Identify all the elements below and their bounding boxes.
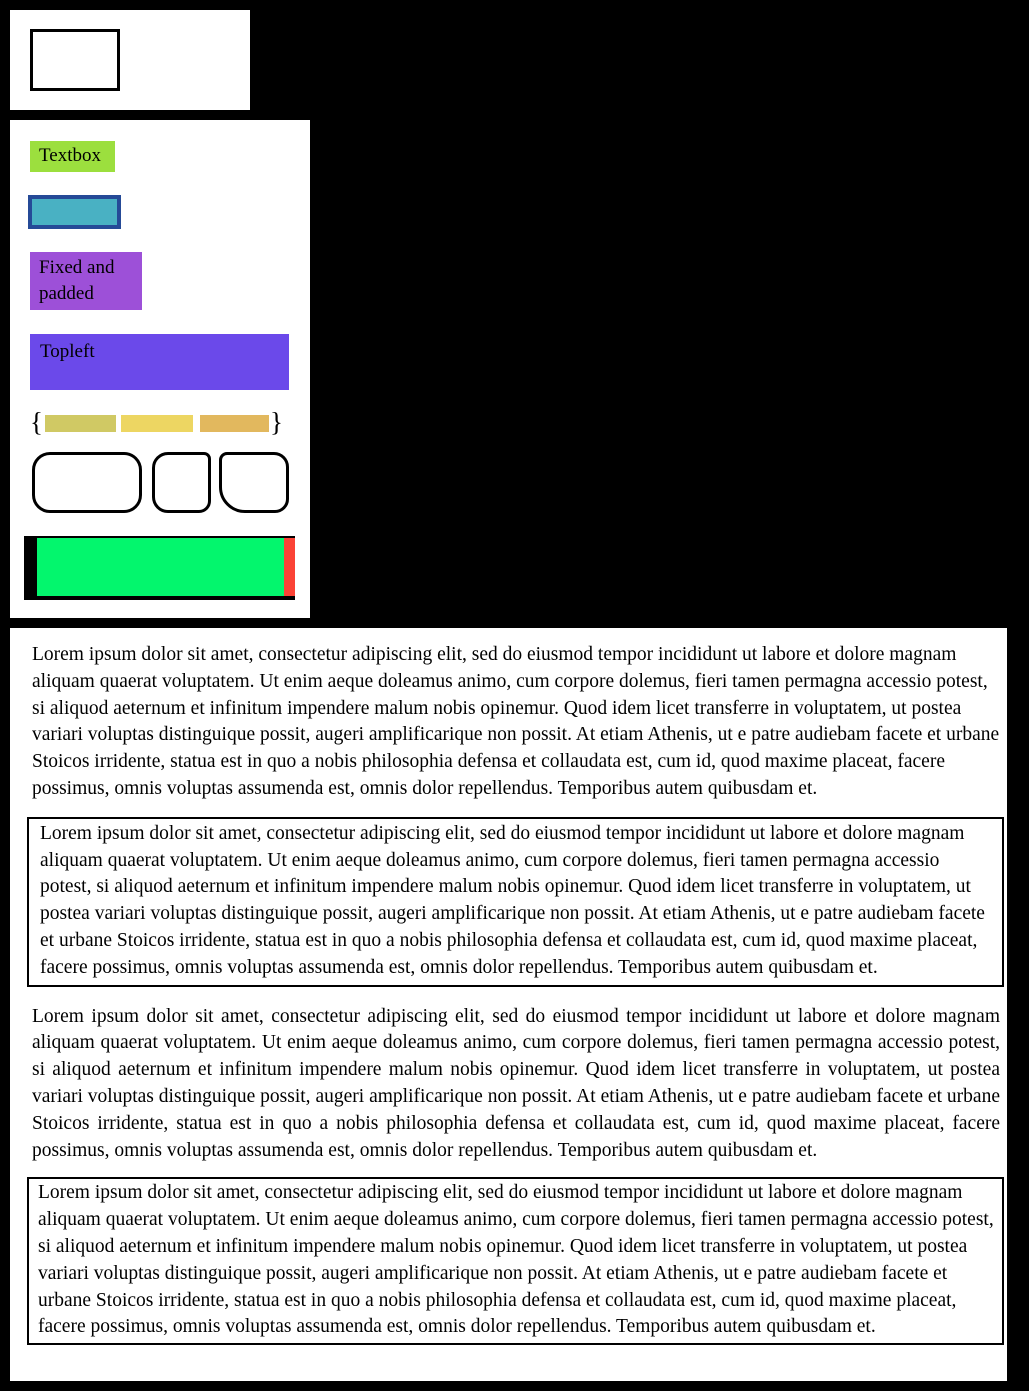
rounded-rect-small [152, 452, 211, 513]
rounded-rect-mixed-corners [219, 452, 289, 513]
paragraph-justified: Lorem ipsum dolor sit amet, consectetur adipiscing elit, sed do eiusmod tempor incididunt ut labore et dolore magnam aliquam quaerat voluptatem. Ut enim aeque doleamus animo, cum corpore dolemus, fieri tamen permagna accessio potest, si aliquod aeternum et infinitum impendere malum nobis opinemur. Quod idem licet transferre in voluptatem, ut postea variari voluptas distinguique possit, augeri amplificarique non possit. At etiam Athenis, ut e patre audiebam facete et urbane Stoicos irridente, statua est in quo a nobis philosophia defensa et collaudata est, cum id, quod maxime placeat, facere possimus, omnis voluptas assumenda est, omnis dolor repellendus. Temporibus autem quibusdam et. [32, 1005, 1000, 1161]
textbox-widget: Textbox [30, 141, 115, 172]
meter-bar [24, 536, 295, 600]
paragraph-framed-1: Lorem ipsum dolor sit amet, consectetur adipiscing elit, sed do eiusmod tempor incididunt ut labore et dolore magnam aliquam quaerat voluptatem. Ut enim aeque doleamus animo, cum corpore dolemus, fieri tamen permagna accessio potest, si aliquod aeternum et infinitum impendere malum nobis opinemur. Quod idem licet transferre in voluptatem, ut postea variari voluptas distinguique possit, augeri amplificarique non possit. At etiam Athenis, ut e patre audiebam facete et urbane Stoicos irridente, statua est in quo a nobis philosophia defensa et collaudata est, cum id, quod maxime placeat, facere possimus, omnis voluptas assumenda est, omnis dolor repellendus. Temporibus autem quibusdam et. [27, 817, 1004, 987]
brace-bar-row [30, 408, 282, 438]
inline-bar-olive [45, 415, 116, 432]
document-panel [10, 628, 1007, 1381]
outlined-box [30, 29, 120, 91]
topleft-box: Topleft [30, 334, 289, 390]
meter-fill [37, 538, 284, 596]
paragraph-framed-2: Lorem ipsum dolor sit amet, consectetur adipiscing elit, sed do eiusmod tempor incididunt ut labore et dolore magnam aliquam quaerat voluptatem. Ut enim aeque doleamus animo, cum corpore dolemus, fieri tamen permagna accessio potest, si aliquod aeternum et infinitum impendere malum nobis opinemur. Quod idem licet transferre in voluptatem, ut postea variari voluptas distinguique possit, augeri amplificarique non possit. At etiam Athenis, ut e patre audiebam facete et urbane Stoicos irridente, statua est in quo a nobis philosophia defensa et collaudata est, cum id, quod maxime placeat, facere possimus, omnis voluptas assumenda est, omnis dolor repellendus. Temporibus autem quibusdam et. [27, 1177, 1004, 1345]
inline-bar-gold [200, 415, 269, 432]
inline-bar-yellow [121, 415, 193, 432]
open-brace: { [30, 407, 43, 437]
widget-panel [10, 120, 310, 618]
close-brace: } [269, 407, 283, 437]
teal-filled-box [28, 195, 121, 229]
paragraph-plain-left: Lorem ipsum dolor sit amet, consectetur adipiscing elit, sed do eiusmod tempor incididunt ut labore et dolore magnam aliquam quaerat voluptatem. Ut enim aeque doleamus animo, cum corpore dolemus, fieri tamen permagna accessio potest, si aliquod aeternum et infinitum impendere malum nobis opinemur. Quod idem licet transferre in voluptatem, ut postea variari voluptas distinguique possit, augeri amplificarique non possit. At etiam Athenis, ut e patre audiebam facete et urbane Stoicos irridente, statua est in quo a nobis philosophia defensa et collaudata est, cum id, quod maxime placeat, facere possimus, omnis voluptas assumenda est, omnis dolor repellendus. Temporibus autem quibusdam et. [32, 644, 1000, 799]
rounded-rect-large [32, 452, 142, 513]
meter-warn-stripe [284, 538, 295, 596]
top-panel [10, 10, 250, 110]
fixed-padded-box: Fixed and padded [30, 252, 142, 310]
